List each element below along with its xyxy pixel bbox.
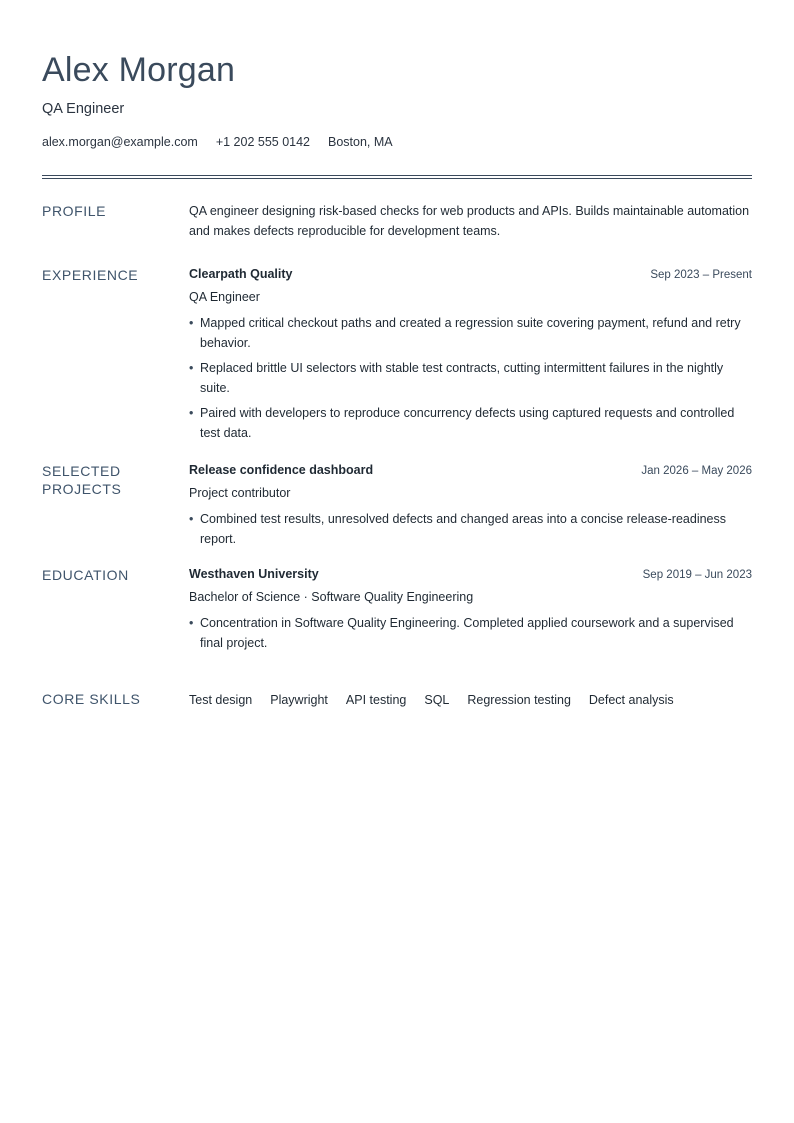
bullet-icon: • — [189, 512, 194, 526]
experience-section — [42, 266, 752, 448]
bullet-item — [189, 358, 752, 398]
bullet-item — [189, 509, 752, 549]
candidate-name: Alex Morgan — [42, 51, 236, 89]
education-entry — [189, 566, 752, 658]
bullet-item — [189, 613, 752, 653]
entry-organization: Clearpath Quality — [189, 267, 293, 281]
entry-dates: Sep 2023 – Present — [650, 269, 752, 281]
bullet-text: Mapped critical checkout paths and created a regression suite covering payment, refund and retry behavior. — [200, 316, 741, 350]
bullet-icon: • — [189, 316, 194, 330]
entry-dates: Sep 2019 – Jun 2023 — [642, 569, 752, 581]
entry-organization: Release confidence dashboard — [189, 463, 374, 477]
header-divider — [42, 175, 752, 179]
entry-header — [189, 462, 752, 479]
entry-dates: Jan 2026 – May 2026 — [641, 465, 752, 477]
skills-section — [42, 690, 752, 708]
bullet-icon: • — [189, 616, 194, 630]
bullet-icon: • — [189, 406, 194, 420]
profile-body — [189, 202, 752, 241]
entry-role: Project contributor — [189, 486, 291, 500]
bullet-item — [189, 403, 752, 443]
bullet-text: Paired with developers to reproduce concurrency defects using captured requests and controlled test data. — [200, 406, 735, 440]
skills-body — [189, 690, 752, 708]
bullet-icon: • — [189, 361, 194, 375]
projects-heading-line2: PROJECTS — [42, 481, 122, 497]
candidate-title: QA Engineer — [42, 101, 125, 117]
entry-header — [189, 266, 752, 283]
skills-list — [189, 692, 752, 708]
entry-role: Bachelor of Science · Software Quality Engineering — [189, 590, 474, 604]
skills-heading: CORE SKILLS — [42, 691, 141, 707]
entry-header — [189, 566, 752, 583]
entry-organization: Westhaven University — [189, 567, 319, 581]
skill-item: Regression testing — [467, 693, 571, 707]
skill-item: SQL — [424, 693, 450, 707]
projects-section — [42, 462, 752, 554]
experience-heading: EXPERIENCE — [42, 267, 139, 283]
education-section — [42, 566, 752, 658]
entry-bullets — [189, 613, 752, 653]
entry-bullets — [189, 509, 752, 549]
project-entry — [189, 462, 752, 554]
entry-role: QA Engineer — [189, 290, 260, 304]
skill-item: API testing — [345, 693, 407, 707]
projects-heading — [42, 462, 189, 554]
profile-heading: PROFILE — [42, 203, 107, 219]
resume-header — [42, 0, 752, 179]
projects-heading-line1: SELECTED — [42, 463, 121, 479]
bullet-text: Concentration in Software Quality Engineering. Completed applied coursework and a supervised final project. — [200, 616, 734, 650]
skill-item: Defect analysis — [588, 693, 674, 707]
contact-location: Boston, MA — [328, 135, 393, 149]
bullet-text: Combined test results, unresolved defects and changed areas into a concise release-readiness report. — [200, 512, 727, 546]
education-heading: EDUCATION — [42, 567, 129, 583]
skill-item: Test design — [189, 693, 253, 707]
contact-email[interactable]: alex.morgan@example.com — [42, 135, 198, 149]
contact-phone[interactable]: +1 202 555 0142 — [215, 135, 311, 149]
experience-entry — [189, 266, 752, 448]
bullet-text: Replaced brittle UI selectors with stable test contracts, cutting intermittent failures in the nightly suite. — [200, 361, 724, 395]
profile-summary: QA engineer designing risk-based checks for web products and APIs. Builds maintainable automation and makes defects reproducible for development teams. — [189, 204, 750, 238]
contact-line — [42, 134, 752, 150]
skill-item: Playwright — [270, 693, 328, 707]
entry-bullets — [189, 313, 752, 443]
profile-section — [42, 202, 752, 241]
bullet-item — [189, 313, 752, 353]
